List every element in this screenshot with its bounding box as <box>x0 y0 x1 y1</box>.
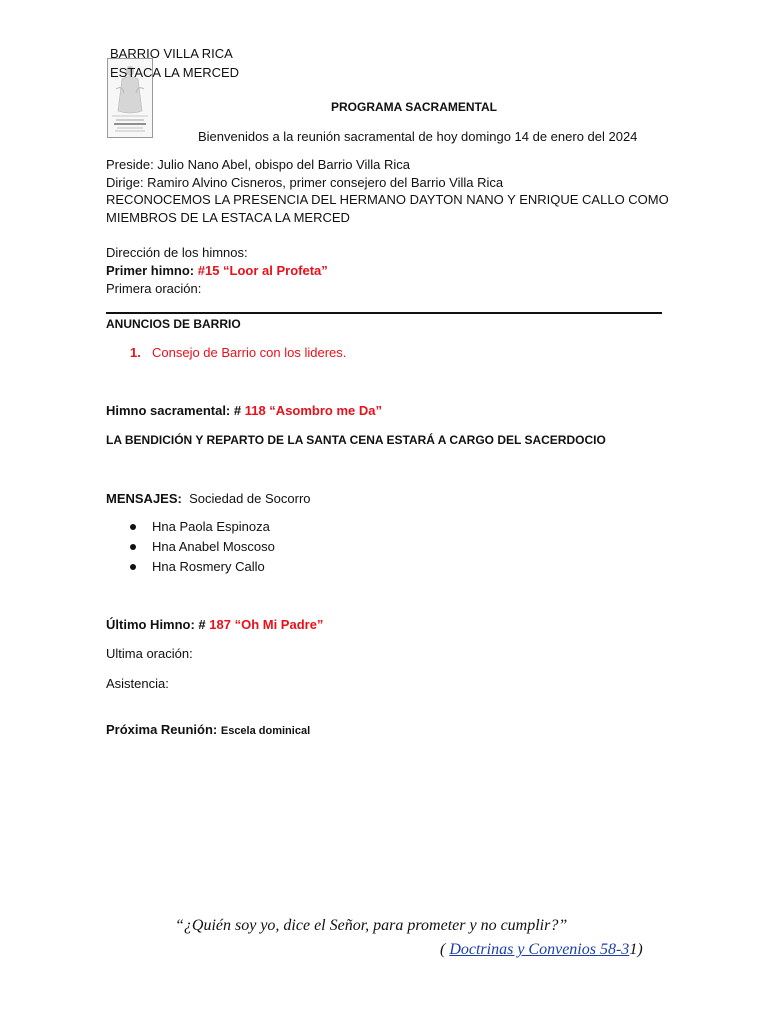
bullet-icon <box>130 524 136 530</box>
bullet-icon <box>130 544 136 550</box>
announcement-number: 1. <box>130 345 141 360</box>
presides-line: Preside: Julio Nano Abel, obispo del Barrio Villa Rica <box>106 157 410 172</box>
announcement-item: Consejo de Barrio con los lideres. <box>152 345 347 360</box>
reference-tail: 1 <box>629 941 638 958</box>
speaker-2: Hna Anabel Moscoso <box>152 539 275 554</box>
sacrament-hymn-label: Himno sacramental: # <box>106 403 245 418</box>
hymn-direction: Dirección de los himnos: <box>106 245 248 260</box>
reference-close: ) <box>637 941 643 958</box>
ward-name: BARRIO VILLA RICA <box>110 46 233 61</box>
next-meeting <box>106 722 310 737</box>
messages-line <box>106 491 311 506</box>
scripture-link[interactable]: Doctrinas y Convenios 58-3 <box>449 941 630 958</box>
next-meeting-label: Próxima Reunión: <box>106 722 221 737</box>
sacrament-blessing: LA BENDICIÓN Y REPARTO DE LA SANTA CENA ESTARÁ A CARGO DEL SACERDOCIO <box>106 433 606 447</box>
scripture-quote: “¿Quién soy yo, dice el Señor, para prometer y no cumplir?” <box>175 917 568 934</box>
attendance: Asistencia: <box>106 676 169 691</box>
first-hymn-value: #15 “Loor al Profeta” <box>197 263 328 278</box>
page-title: PROGRAMA SACRAMENTAL <box>331 100 497 114</box>
conducts-line: Dirige: Ramiro Alvino Cisneros, primer consejero del Barrio Villa Rica <box>106 175 504 190</box>
sacrament-hymn <box>106 403 382 418</box>
recognition-line-1: RECONOCEMOS LA PRESENCIA DEL HERMANO DAYTON NANO Y ENRIQUE CALLO COMO <box>106 192 669 207</box>
first-hymn-label: Primer himno: <box>106 263 198 278</box>
speaker-1: Hna Paola Espinoza <box>152 519 270 534</box>
first-hymn <box>106 263 328 278</box>
sacrament-hymn-value: 118 “Asombro me Da” <box>244 403 382 418</box>
recognition-line-2: MIEMBROS DE LA ESTACA LA MERCED <box>106 210 350 225</box>
stake-name: ESTACA LA MERCED <box>110 65 240 80</box>
reference-open: ( <box>440 941 450 958</box>
next-meeting-value: Escela dominical <box>220 725 311 737</box>
first-prayer: Primera oración: <box>106 281 202 296</box>
last-hymn-value: 187 “Oh Mi Padre” <box>209 617 324 632</box>
last-prayer: Ultima oración: <box>106 646 193 661</box>
scripture-reference <box>440 941 643 959</box>
messages-org: Sociedad de Socorro <box>189 491 311 506</box>
last-hymn <box>106 617 323 632</box>
announcements-heading: ANUNCIOS DE BARRIO <box>106 317 241 331</box>
last-hymn-label: Último Himno: # <box>106 617 210 632</box>
welcome-line: Bienvenidos a la reunión sacramental de hoy domingo 14 de enero del 2024 <box>198 129 638 144</box>
bullet-icon <box>130 564 136 570</box>
section-divider <box>106 312 662 314</box>
speaker-3: Hna Rosmery Callo <box>152 559 265 574</box>
messages-label: MENSAJES: <box>106 491 182 506</box>
